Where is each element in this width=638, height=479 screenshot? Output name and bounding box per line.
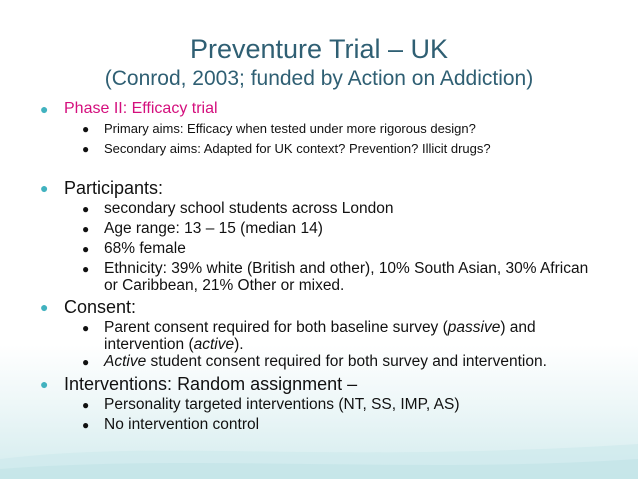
- consent-item-continuation: [104, 337, 244, 353]
- bullet-icon: ●: [40, 180, 49, 196]
- phase-item: Primary aims: Efficacy when tested under more rigorous design?: [104, 121, 476, 136]
- bullet-icon: ●: [82, 142, 90, 156]
- consent-item-text: intervention (: [104, 336, 194, 353]
- participants-item: Age range: 13 – 15 (median 14): [104, 220, 323, 237]
- interventions-item: Personality targeted interventions (NT, SS, IMP, AS): [104, 396, 460, 413]
- decorative-wave: [0, 416, 638, 479]
- bullet-icon: ●: [82, 418, 90, 432]
- participants-item-continuation: or Caribbean, 21% Other or mixed.: [104, 277, 345, 294]
- slide-title: Preventure Trial – UK: [189, 34, 449, 64]
- bullet-icon: ●: [82, 202, 90, 216]
- consent-item: [104, 354, 547, 370]
- interventions-heading: Interventions: Random assignment –: [64, 374, 358, 394]
- consent-item-text: ) and: [500, 319, 536, 336]
- participants-item: 68% female: [104, 240, 186, 257]
- phase-heading: Phase II: Efficacy trial: [64, 100, 218, 117]
- bullet-icon: ●: [40, 101, 49, 117]
- consent-item-emphasis: passive: [447, 319, 501, 336]
- bullet-icon: ●: [40, 299, 49, 315]
- bullet-icon: ●: [82, 222, 90, 236]
- slide-subtitle: (Conrod, 2003; funded by Action on Addiction): [104, 67, 534, 90]
- bullet-icon: ●: [82, 262, 90, 276]
- bullet-icon: ●: [82, 321, 90, 335]
- consent-heading: Consent:: [64, 297, 137, 317]
- consent-item-emphasis: Active: [104, 353, 147, 370]
- consent-item-emphasis: active: [193, 336, 235, 353]
- bullet-icon: ●: [82, 122, 90, 136]
- phase-item: Secondary aims: Adapted for UK context? Prevention? Illicit drugs?: [104, 141, 491, 156]
- participants-item: secondary school students across London: [104, 200, 394, 217]
- bullet-icon: ●: [82, 242, 90, 256]
- bullet-icon: ●: [82, 398, 90, 412]
- bullet-icon: ●: [40, 376, 49, 392]
- participants-item: Ethnicity: 39% white (British and other), 10% South Asian, 30% African: [104, 260, 589, 277]
- interventions-item: No intervention control: [104, 416, 260, 433]
- consent-item-text: ).: [234, 336, 244, 353]
- consent-item-text: student consent required for both survey and intervention.: [146, 353, 547, 370]
- participants-heading: Participants:: [64, 178, 164, 198]
- consent-item-text: Parent consent required for both baseline survey (: [104, 319, 448, 336]
- consent-item: [104, 320, 536, 336]
- bullet-icon: ●: [82, 355, 90, 369]
